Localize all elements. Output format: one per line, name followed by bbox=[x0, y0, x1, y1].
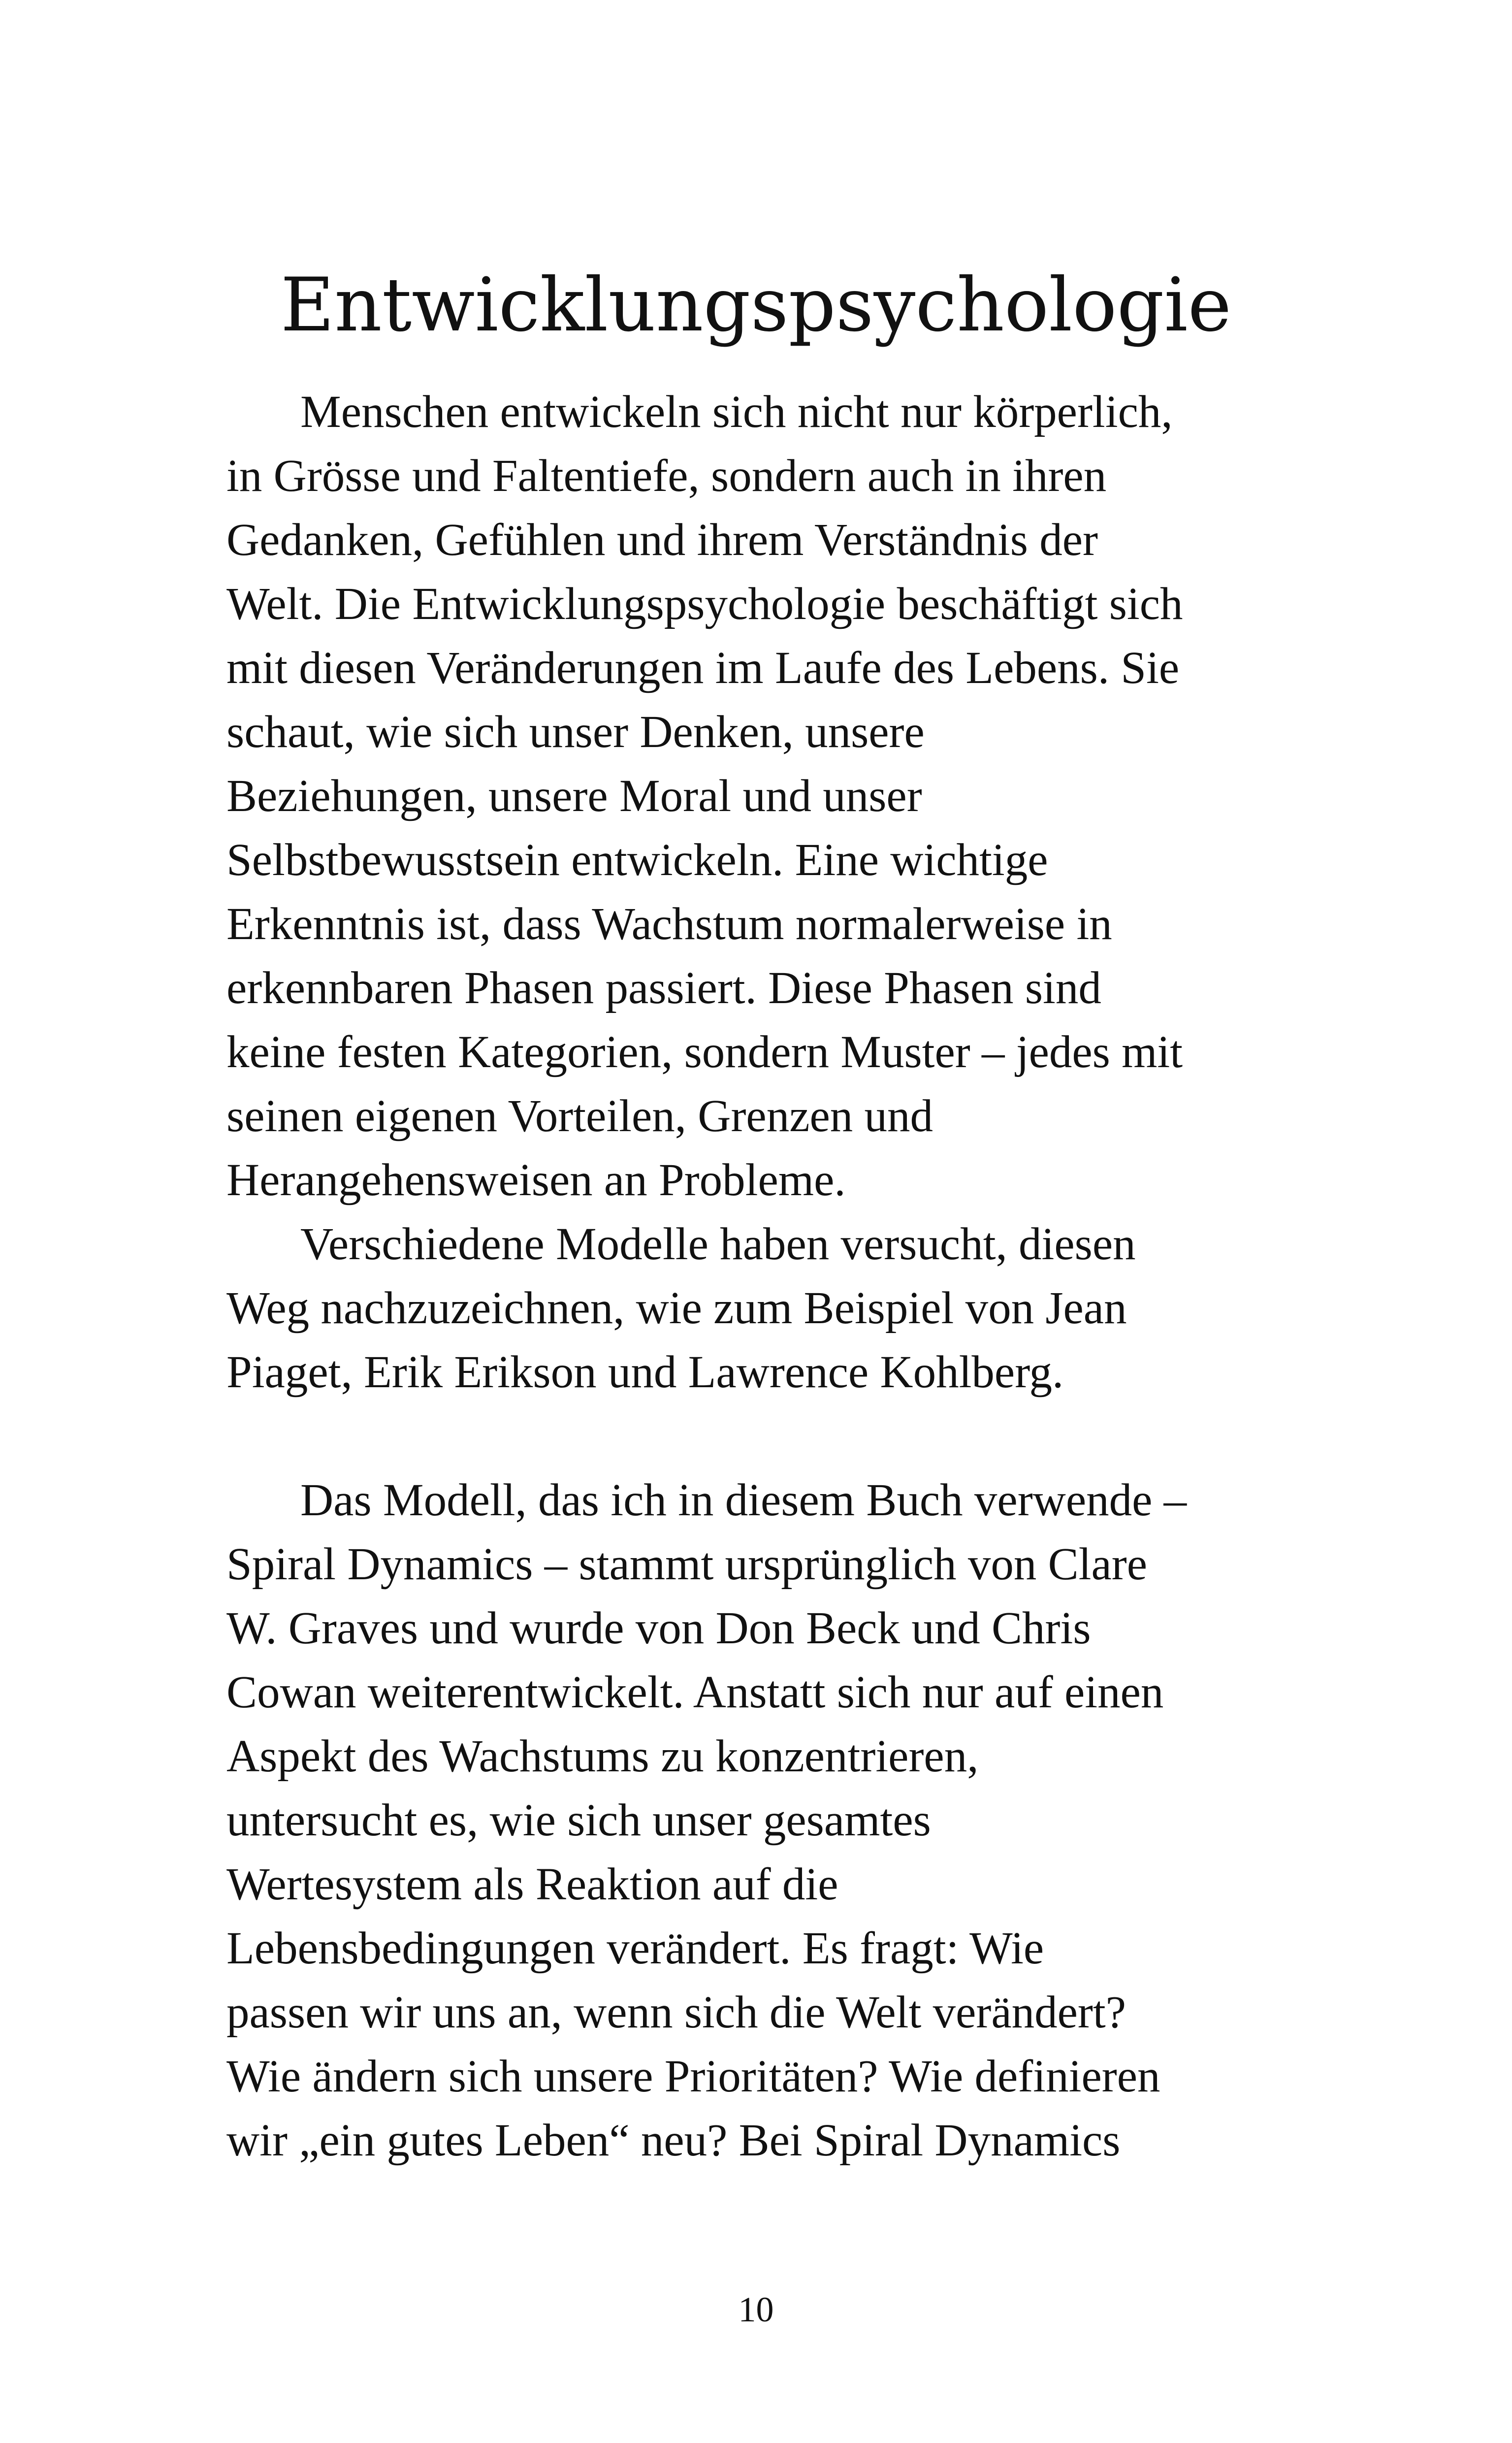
text-line: mit diesen Veränderungen im Laufe des Lebens. Sie bbox=[226, 643, 1180, 693]
text-line: keine festen Kategorien, sondern Muster – jedes mit bbox=[226, 1027, 1183, 1077]
page-number: 10 bbox=[738, 2290, 774, 2329]
text-line: Gedanken, Gefühlen und ihrem Verständnis der bbox=[226, 515, 1098, 565]
text-line: Wie ändern sich unsere Prioritäten? Wie definieren bbox=[226, 2051, 1160, 2102]
text-line: Cowan weiterentwickelt. Anstatt sich nur auf einen bbox=[226, 1667, 1164, 1718]
text-line: wir „ein gutes Leben“ neu? Bei Spiral Dynamics bbox=[226, 2115, 1121, 2166]
text-line: Selbstbewusstsein entwickeln. Eine wichtige bbox=[226, 835, 1048, 885]
text-line: Lebensbedingungen verändert. Es fragt: Wie bbox=[226, 1923, 1044, 1974]
text-line: Piaget, Erik Erikson und Lawrence Kohlberg. bbox=[226, 1347, 1064, 1398]
text-line: Aspekt des Wachstums zu konzentrieren, bbox=[226, 1731, 979, 1782]
text-line: Spiral Dynamics – stammt ursprünglich von Clare bbox=[226, 1539, 1148, 1590]
paragraph-group-2 bbox=[226, 1468, 1290, 2173]
text-line: Beziehungen, unsere Moral und unser bbox=[226, 771, 922, 821]
text-line: seinen eigenen Vorteilen, Grenzen und bbox=[226, 1091, 933, 1141]
text-line: erkennbaren Phasen passiert. Diese Phasen sind bbox=[226, 963, 1101, 1013]
text-line: in Grösse und Faltentiefe, sondern auch in ihren bbox=[226, 451, 1107, 501]
text-line: Wertesystem als Reaktion auf die bbox=[226, 1859, 838, 1910]
text-line: W. Graves und wurde von Don Beck und Chris bbox=[226, 1603, 1091, 1654]
text-line: Menschen entwickeln sich nicht nur körperlich, bbox=[300, 387, 1173, 437]
text-line: Verschiedene Modelle haben versucht, diesen bbox=[300, 1219, 1136, 1270]
text-line: Welt. Die Entwicklungspsychologie beschäftigt sich bbox=[226, 579, 1183, 629]
paragraph-group-1 bbox=[226, 380, 1290, 1404]
text-line: schaut, wie sich unser Denken, unsere bbox=[226, 707, 925, 757]
text-line: Weg nachzuzeichnen, wie zum Beispiel von Jean bbox=[226, 1283, 1127, 1334]
chapter-title: Entwicklungspsychologie bbox=[280, 262, 1232, 348]
text-line: untersucht es, wie sich unser gesamtes bbox=[226, 1795, 931, 1846]
text-line: Erkenntnis ist, dass Wachstum normalerweise in bbox=[226, 899, 1112, 949]
text-line: Herangehensweisen an Probleme. bbox=[226, 1155, 846, 1205]
text-line: Das Modell, das ich in diesem Buch verwende – bbox=[300, 1475, 1187, 1526]
text-line: passen wir uns an, wenn sich die Welt verändert? bbox=[226, 1987, 1126, 2038]
